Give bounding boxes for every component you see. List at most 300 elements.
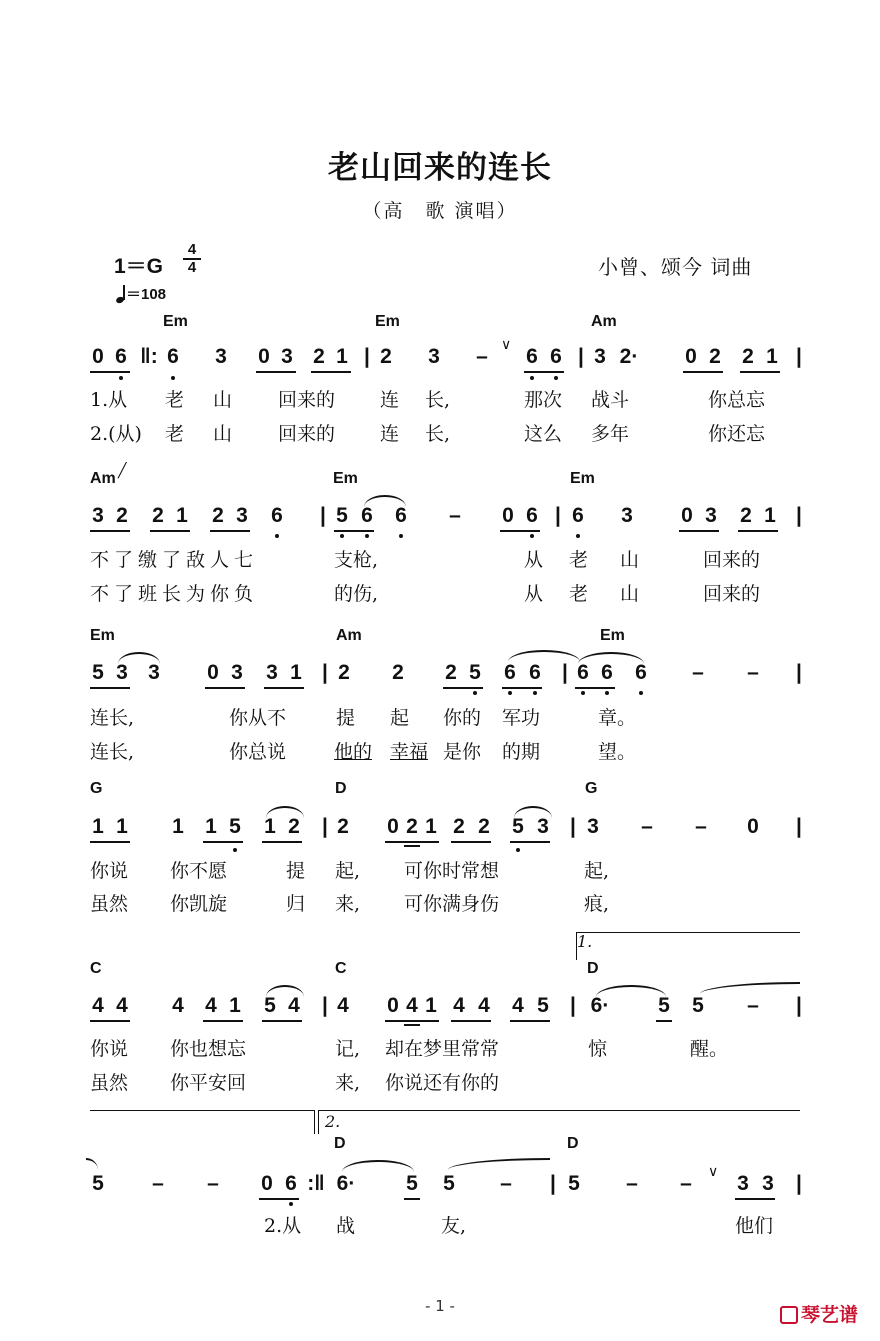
dash: – xyxy=(692,661,704,684)
watermark-logo-icon xyxy=(780,1306,798,1324)
lyric: 你还忘 xyxy=(708,423,766,445)
lyric: 回来的 xyxy=(703,583,761,605)
underline xyxy=(502,687,542,689)
lyric: 来, xyxy=(335,1072,361,1094)
lyric: 痕, xyxy=(584,893,610,915)
underline xyxy=(510,1020,550,1022)
lyric: 2.从 xyxy=(264,1215,302,1237)
note: 4 xyxy=(172,994,184,1017)
note: 6 xyxy=(550,345,562,368)
note: 0 xyxy=(261,1172,273,1195)
note: 6 xyxy=(361,504,373,527)
note: 3 xyxy=(266,661,278,684)
underline xyxy=(404,1024,420,1026)
repeat-start-barline: ‖: xyxy=(140,345,158,368)
barline: | xyxy=(550,1172,556,1195)
underline xyxy=(443,687,483,689)
note: 3 xyxy=(231,661,243,684)
note: 1 xyxy=(229,994,241,1017)
barline: | xyxy=(796,994,802,1017)
lyric: 从老 xyxy=(524,549,615,571)
barline: | xyxy=(562,661,568,684)
note: 0 xyxy=(685,345,697,368)
note: 3 xyxy=(737,1172,749,1195)
lyric: 支枪, xyxy=(334,549,379,571)
lyric: 2.(从) xyxy=(90,423,142,445)
underline xyxy=(203,1020,243,1022)
note: 5 xyxy=(692,994,704,1017)
underline xyxy=(656,1020,672,1022)
note: 1 xyxy=(172,815,184,838)
note: 6 xyxy=(601,661,613,684)
low-octave-dot xyxy=(233,848,237,852)
note: 5 xyxy=(92,1172,104,1195)
note: 3 xyxy=(621,504,633,527)
dash: – xyxy=(680,1172,692,1195)
lyric: 老 xyxy=(165,389,185,411)
underline xyxy=(90,841,130,843)
barline: | xyxy=(570,994,576,1017)
note: 3 xyxy=(705,504,717,527)
note: 2 xyxy=(742,345,754,368)
note: 2 xyxy=(740,504,752,527)
low-octave-dot xyxy=(639,691,643,695)
tie xyxy=(700,982,800,994)
note: 2 xyxy=(380,345,392,368)
slur xyxy=(578,652,644,664)
underline xyxy=(451,841,491,843)
low-octave-dot xyxy=(171,376,175,380)
note: 5 xyxy=(443,1172,455,1195)
note: 0 xyxy=(387,815,399,838)
note: 6 xyxy=(526,504,538,527)
underline xyxy=(451,1020,491,1022)
low-octave-dot xyxy=(399,534,403,538)
note: 2 xyxy=(116,504,128,527)
lyric: 惊 xyxy=(588,1038,608,1060)
low-octave-dot xyxy=(340,534,344,538)
underline xyxy=(256,371,296,373)
chord-label: Am xyxy=(591,313,617,330)
lyric: 你说 xyxy=(90,860,129,882)
note: 6 xyxy=(115,345,127,368)
lyric: 归 xyxy=(286,893,306,915)
repeat-end-barline: :‖ xyxy=(307,1172,325,1195)
chord-label: D xyxy=(567,1135,579,1152)
slur xyxy=(514,806,552,818)
note: 3 xyxy=(92,504,104,527)
underline xyxy=(90,1020,130,1022)
lyric: 的伤, xyxy=(334,583,379,605)
underline xyxy=(404,845,420,847)
low-octave-dot xyxy=(554,376,558,380)
lyric: 山 xyxy=(213,389,233,411)
underline xyxy=(90,371,130,373)
slur xyxy=(342,1160,414,1172)
note: 1 xyxy=(205,815,217,838)
lyric: 起, xyxy=(584,860,610,882)
note: 6 xyxy=(504,661,516,684)
note: 4 xyxy=(288,994,300,1017)
key-signature: 1＝G xyxy=(114,255,164,278)
barline: | xyxy=(364,345,370,368)
lyric: 他的 xyxy=(334,741,373,763)
lyric: 你不愿 xyxy=(170,860,228,882)
lyric: 的期 xyxy=(502,741,541,763)
lyric: 提 xyxy=(286,860,306,882)
time-signature-bottom: 4 xyxy=(187,259,197,276)
tie xyxy=(448,1158,550,1170)
chord-label: C xyxy=(335,960,347,977)
chord-label: D xyxy=(335,780,347,797)
low-octave-dot xyxy=(530,376,534,380)
underline xyxy=(262,1020,302,1022)
note: 3 xyxy=(762,1172,774,1195)
note: 5 xyxy=(512,815,524,838)
lyric: 来, xyxy=(335,893,361,915)
chord-label: Am xyxy=(90,470,116,487)
note: 5 xyxy=(406,1172,418,1195)
lyric: 他们 xyxy=(735,1215,774,1237)
note: 2 xyxy=(453,815,465,838)
underline xyxy=(210,530,250,532)
lyric: 虽然 xyxy=(90,1072,129,1094)
note: 6· xyxy=(336,1172,356,1195)
note: 6 xyxy=(635,661,647,684)
note: 1 xyxy=(425,994,437,1017)
barline: | xyxy=(796,815,802,838)
tempo-marking xyxy=(116,283,166,304)
note: 4 xyxy=(116,994,128,1017)
barline: | xyxy=(322,815,328,838)
barline: | xyxy=(320,504,326,527)
tie xyxy=(86,1158,98,1170)
low-octave-dot xyxy=(119,376,123,380)
underline xyxy=(311,371,351,373)
dash: – xyxy=(207,1172,219,1195)
note: 4 xyxy=(512,994,524,1017)
note: 1 xyxy=(176,504,188,527)
note: 0 xyxy=(502,504,514,527)
note: 3 xyxy=(148,661,160,684)
lyric: 1.从 xyxy=(90,389,128,411)
note: 2 xyxy=(406,815,418,838)
chord-label: Em xyxy=(90,627,115,644)
lyric: 你也想忘 xyxy=(170,1038,247,1060)
volta-2-label: 2. xyxy=(325,1112,341,1131)
underline xyxy=(500,530,540,532)
chord-label: D xyxy=(334,1135,346,1152)
note: 0 xyxy=(207,661,219,684)
note: 6 xyxy=(167,345,179,368)
underline xyxy=(90,530,130,532)
note: 3 xyxy=(281,345,293,368)
note: 2 xyxy=(152,504,164,527)
low-octave-dot xyxy=(576,534,580,538)
underline xyxy=(205,687,245,689)
lyric: 不了缴了敌人七 xyxy=(90,549,259,571)
lyric: 幸福 xyxy=(390,741,429,763)
low-octave-dot xyxy=(516,848,520,852)
note: 2 xyxy=(288,815,300,838)
underline xyxy=(264,687,304,689)
note: 5 xyxy=(658,994,670,1017)
volta-bracket xyxy=(318,1110,800,1111)
note: 4 xyxy=(92,994,104,1017)
note: 3 xyxy=(587,815,599,838)
underline xyxy=(738,530,778,532)
lyric: 你总忘 xyxy=(708,389,766,411)
note: 1 xyxy=(766,345,778,368)
underline xyxy=(679,530,719,532)
lyric: 山 xyxy=(213,423,233,445)
site-watermark xyxy=(780,1300,858,1327)
note: 4 xyxy=(337,994,349,1017)
note: 6 xyxy=(572,504,584,527)
dash: – xyxy=(626,1172,638,1195)
note: 5 xyxy=(537,994,549,1017)
note: 3 xyxy=(428,345,440,368)
note: 3 xyxy=(537,815,549,838)
lyric: 你说 xyxy=(90,1038,129,1060)
dash: – xyxy=(449,504,461,527)
note: 3 xyxy=(215,345,227,368)
lyric: 你总说 xyxy=(229,741,287,763)
note: 6 xyxy=(526,345,538,368)
note: 1 xyxy=(764,504,776,527)
lyric: 不了班长为你负 xyxy=(90,583,259,605)
chord-label: Em xyxy=(333,470,358,487)
low-octave-dot xyxy=(508,691,512,695)
dash: – xyxy=(695,815,707,838)
chord-label: G xyxy=(90,780,103,797)
slur xyxy=(596,985,666,997)
note: 5 xyxy=(336,504,348,527)
note: 2 xyxy=(212,504,224,527)
note: 3 xyxy=(594,345,606,368)
chord-label: G xyxy=(585,780,598,797)
note: 6 xyxy=(271,504,283,527)
lyric: 起, xyxy=(335,860,361,882)
breath-mark-icon: ╱ xyxy=(118,462,127,478)
note: 1 xyxy=(336,345,348,368)
low-octave-dot xyxy=(365,534,369,538)
chord-label: Am xyxy=(336,627,362,644)
note: 2 xyxy=(338,661,350,684)
note: 2 xyxy=(337,815,349,838)
lyric: 章。 xyxy=(598,707,637,729)
dash: – xyxy=(641,815,653,838)
volta-bracket xyxy=(576,932,800,933)
breath-mark-icon: ∨ xyxy=(501,336,512,352)
lyric: 老 xyxy=(165,423,185,445)
underline xyxy=(262,841,302,843)
note: 4 xyxy=(406,994,418,1017)
volta-bracket xyxy=(318,1110,319,1134)
note: 0 xyxy=(258,345,270,368)
note: 4 xyxy=(453,994,465,1017)
lyric: 虽然 xyxy=(90,893,129,915)
volta-1-label: 1. xyxy=(577,932,593,951)
performer-subtitle: （高 歌 演唱） xyxy=(362,200,518,222)
lyric: 连长, xyxy=(90,707,135,729)
note: 1 xyxy=(425,815,437,838)
underline xyxy=(740,371,780,373)
barline: | xyxy=(555,504,561,527)
note: 2 xyxy=(313,345,325,368)
credits: 小曾、颂今 词曲 xyxy=(598,255,753,279)
lyric: 提 xyxy=(336,707,356,729)
chord-label: Em xyxy=(570,470,595,487)
lyric: 军功 xyxy=(502,707,541,729)
time-signature-top: 4 xyxy=(187,241,197,258)
barline: | xyxy=(796,661,802,684)
underline xyxy=(510,841,550,843)
barline: | xyxy=(796,345,802,368)
note: 2· xyxy=(619,345,639,368)
dash: – xyxy=(747,661,759,684)
underline xyxy=(203,841,243,843)
note: 6 xyxy=(577,661,589,684)
low-octave-dot xyxy=(275,534,279,538)
dash: – xyxy=(476,345,488,368)
dash: – xyxy=(747,994,759,1017)
tempo-value: ＝108 xyxy=(126,286,167,303)
lyric: 友, xyxy=(441,1215,467,1237)
note: 2 xyxy=(445,661,457,684)
lyric: 连长, xyxy=(90,741,135,763)
low-octave-dot xyxy=(289,1202,293,1206)
barline: | xyxy=(322,994,328,1017)
low-octave-dot xyxy=(533,691,537,695)
lyric: 回来的 xyxy=(278,389,336,411)
lyric: 可你满身伤 xyxy=(404,893,500,915)
low-octave-dot xyxy=(473,691,477,695)
note: 1 xyxy=(290,661,302,684)
note: 6 xyxy=(285,1172,297,1195)
low-octave-dot xyxy=(530,534,534,538)
underline xyxy=(524,371,564,373)
lyric: 可你时常想 xyxy=(404,860,500,882)
volta-bracket xyxy=(314,1110,315,1134)
chord-label: C xyxy=(90,960,102,977)
chord-label: Em xyxy=(163,313,188,330)
note: 3 xyxy=(116,661,128,684)
underline xyxy=(404,1198,420,1200)
volta-bracket xyxy=(90,1110,314,1111)
note: 4 xyxy=(205,994,217,1017)
lyric: 却在梦里常常 xyxy=(385,1038,500,1060)
watermark-text: 琴艺谱 xyxy=(801,1304,859,1326)
note: 6 xyxy=(529,661,541,684)
page-number: - 1 - xyxy=(425,1297,455,1315)
lyric: 战斗 xyxy=(591,389,630,411)
slur xyxy=(364,495,406,507)
lyric: 多年 xyxy=(591,423,630,445)
lyric: 你平安回 xyxy=(170,1072,247,1094)
lyric: 回来的 xyxy=(278,423,336,445)
lyric: 那次 xyxy=(524,389,563,411)
lyric: 你凯旋 xyxy=(170,893,228,915)
underline xyxy=(150,530,190,532)
note: 2 xyxy=(392,661,404,684)
lyric: 是你 xyxy=(443,741,482,763)
lyric: 长, xyxy=(425,423,451,445)
underline xyxy=(334,530,374,532)
underline xyxy=(385,1020,439,1022)
lyric: 记, xyxy=(335,1038,361,1060)
lyric: 连 xyxy=(380,423,400,445)
slur xyxy=(266,806,304,818)
note: 0 xyxy=(92,345,104,368)
note: 5 xyxy=(568,1172,580,1195)
note: 5 xyxy=(264,994,276,1017)
lyric: 连 xyxy=(380,389,400,411)
chord-label: Em xyxy=(600,627,625,644)
barline: | xyxy=(570,815,576,838)
note: 2 xyxy=(709,345,721,368)
lyric: 你说还有你的 xyxy=(385,1072,500,1094)
underline xyxy=(575,687,615,689)
chord-label: D xyxy=(587,960,599,977)
lyric: 长, xyxy=(425,389,451,411)
lyric: 你的 xyxy=(443,707,482,729)
lyric: 从老 xyxy=(524,583,615,605)
note: 1 xyxy=(92,815,104,838)
slur xyxy=(266,985,304,997)
lyric: 回来的 xyxy=(703,549,761,571)
barline: | xyxy=(796,504,802,527)
underline xyxy=(385,841,439,843)
underline xyxy=(735,1198,775,1200)
note: 2 xyxy=(478,815,490,838)
lyric: 这么 xyxy=(524,423,563,445)
lyric: 山 xyxy=(620,549,640,571)
low-octave-dot xyxy=(605,691,609,695)
note: 5 xyxy=(469,661,481,684)
time-signature xyxy=(183,243,201,275)
chord-label: Em xyxy=(375,313,400,330)
note: 0 xyxy=(387,994,399,1017)
note: 1 xyxy=(116,815,128,838)
barline: | xyxy=(796,1172,802,1195)
underline xyxy=(683,371,723,373)
lyric: 望。 xyxy=(598,741,637,763)
lyric: 山 xyxy=(620,583,640,605)
barline: | xyxy=(322,661,328,684)
song-title: 老山回来的连长 xyxy=(328,150,552,186)
note: 6· xyxy=(590,994,610,1017)
low-octave-dot xyxy=(581,691,585,695)
slur xyxy=(118,652,160,664)
note: 5 xyxy=(229,815,241,838)
slur xyxy=(508,650,580,662)
quarter-note-icon xyxy=(116,285,126,303)
note: 6 xyxy=(395,504,407,527)
note: 1 xyxy=(264,815,276,838)
note: 5 xyxy=(92,661,104,684)
lyric: 你从不 xyxy=(229,707,287,729)
note: 3 xyxy=(236,504,248,527)
note: 0 xyxy=(681,504,693,527)
note: 4 xyxy=(478,994,490,1017)
note: 0 xyxy=(747,815,759,838)
lyric: 醒。 xyxy=(690,1038,729,1060)
lyric: 起 xyxy=(390,707,410,729)
dash: – xyxy=(152,1172,164,1195)
breath-mark-icon: ∨ xyxy=(708,1163,719,1179)
underline xyxy=(90,687,130,689)
